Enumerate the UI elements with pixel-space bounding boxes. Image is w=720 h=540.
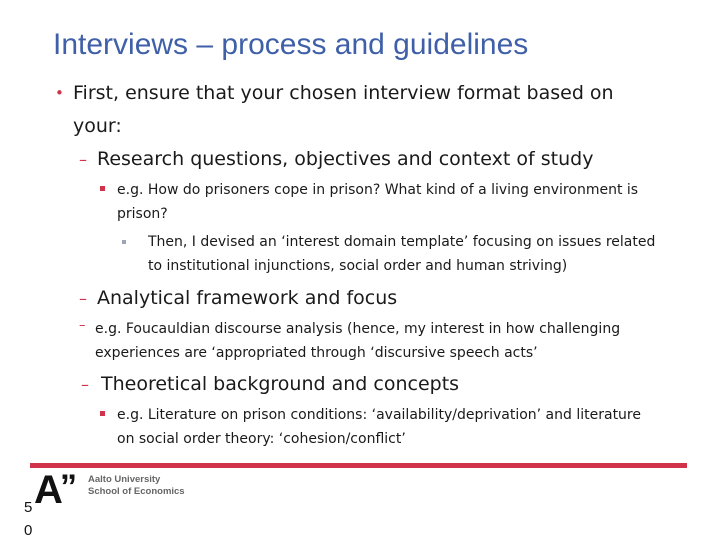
bullet-text: prison? (117, 206, 168, 222)
dash-icon: – (79, 289, 87, 308)
bullet-text: Analytical framework and focus (97, 287, 398, 309)
bullet-text: Research questions, objectives and context of study (97, 148, 594, 170)
slide-title: Interviews – process and guidelines (53, 28, 529, 61)
bullet-text: e.g. Literature on prison conditions: ‘availability/deprivation’ and literature (117, 407, 641, 423)
bullet-text: your: (73, 115, 122, 137)
square-bullet-icon (100, 186, 105, 191)
bullet-text: e.g. Foucauldian discourse analysis (hence, my interest in how challenging (95, 321, 621, 337)
bullet-text: e.g. How do prisoners cope in prison? What kind of a living environment is (117, 182, 639, 198)
page-number: 0 (24, 522, 33, 539)
university-name (88, 474, 185, 498)
bullet-text: Theoretical background and concepts (101, 373, 460, 395)
university-name-line2: School of Economics (88, 486, 185, 497)
bullet-text: to institutional injunctions, social order and human striving) (148, 258, 568, 274)
bullet-text: experiences are ‘appropriated through ‘discursive speech acts’ (95, 345, 538, 361)
dash-icon: – (79, 150, 87, 169)
bullet-text: First, ensure that your chosen interview format based on (73, 82, 614, 104)
bullet-text: on social order theory: ‘cohesion/conflict’ (117, 431, 406, 447)
square-bullet-icon (100, 411, 105, 416)
square-bullet-icon (122, 240, 126, 244)
bullet-text: Then, I devised an ‘interest domain template’ focusing on issues related (148, 234, 656, 250)
aalto-logo-quote: ” (60, 468, 77, 506)
footer-divider (30, 463, 687, 468)
aalto-logo: A (34, 468, 63, 512)
page-number: 5 (24, 499, 33, 516)
dash-icon: – (81, 375, 89, 394)
bullet-dot-icon: • (55, 84, 64, 102)
dash-icon: – (79, 318, 86, 333)
university-name-line1: Aalto University (88, 474, 161, 485)
